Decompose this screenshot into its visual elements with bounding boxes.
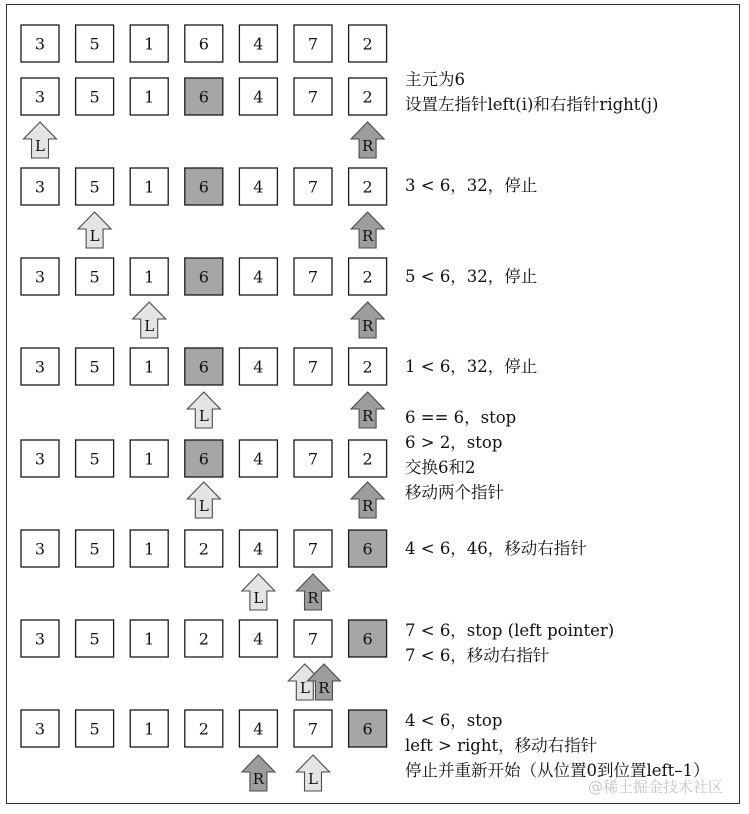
- cell-value: 7: [307, 87, 319, 107]
- cell-value: 3: [34, 449, 46, 469]
- array-row-1: [21, 25, 387, 62]
- cell-value: 7: [307, 177, 319, 197]
- cell-value: 4: [253, 267, 264, 287]
- cell-value: 4: [253, 34, 264, 54]
- cell-value: 7: [307, 267, 319, 287]
- cell-value: 6: [198, 449, 209, 469]
- cell-value: 5: [89, 177, 100, 197]
- pointer-label: R: [361, 407, 374, 425]
- cell-value: 7: [307, 449, 319, 469]
- cell-value: 6: [198, 34, 209, 54]
- pointer-label: L: [35, 137, 45, 155]
- cell-value: 3: [34, 267, 46, 287]
- left-pointer-arrow: [133, 302, 166, 338]
- pointer-label: R: [318, 679, 330, 697]
- cell-value: 6: [198, 357, 209, 377]
- cell-value: 4: [253, 87, 264, 107]
- cell-value: 7: [307, 34, 319, 54]
- note-2: [405, 173, 537, 198]
- cell-value: 6: [362, 539, 373, 559]
- left-pointer-arrow: [187, 392, 220, 428]
- right-pointer-arrow: [242, 755, 275, 791]
- cell-value: 2: [362, 449, 373, 469]
- note-8-line-3: 停止并重新开始（从位置0到位置left–1）: [405, 761, 710, 780]
- cell-value: 2: [198, 719, 209, 739]
- pointer-label: L: [253, 589, 264, 607]
- pointer-label: L: [144, 317, 155, 335]
- note-7-line-1: 7 < 6，stop (left pointer): [405, 621, 615, 640]
- cell-value: 2: [198, 539, 209, 559]
- cell-value: 5: [89, 629, 100, 649]
- cell-value: 5: [89, 719, 100, 739]
- cell-value: 6: [198, 87, 209, 107]
- left-pointer-arrow: [187, 482, 220, 518]
- note-8-line-2: left > right，移动右指针: [405, 736, 598, 755]
- cell-value: 3: [34, 34, 46, 54]
- note-8: [405, 708, 710, 783]
- note-6-line-1: 4 < 6，46，移动右指针: [405, 539, 587, 558]
- cell-value: 6: [362, 629, 373, 649]
- pointer-label: R: [361, 497, 374, 515]
- watermark: @稀土掘金技术社区: [588, 778, 724, 796]
- cell-value: 2: [362, 267, 373, 287]
- pointer-label: L: [299, 679, 310, 697]
- cell-value: 5: [89, 87, 100, 107]
- pointer-label: R: [252, 770, 265, 788]
- cell-value: 7: [307, 629, 319, 649]
- right-pointer-arrow: [351, 122, 384, 158]
- cell-value: 4: [253, 719, 264, 739]
- cell-value: 1: [144, 719, 155, 739]
- cell-value: 3: [34, 539, 46, 559]
- left-pointer-arrow: [242, 574, 275, 610]
- array-row-3: [21, 168, 387, 205]
- cell-value: 4: [253, 177, 264, 197]
- array-row-4: [21, 258, 387, 295]
- pointer-label: L: [198, 407, 209, 425]
- note-1: [405, 67, 658, 117]
- cell-value: 7: [307, 539, 319, 559]
- cell-value: 2: [362, 357, 373, 377]
- note-6: [405, 536, 587, 561]
- cell-value: 2: [362, 34, 373, 54]
- note-5-line-4: 移动两个指针: [405, 483, 504, 502]
- left-pointer-arrow: [78, 212, 111, 248]
- pointer-label: L: [89, 227, 100, 245]
- cell-value: 5: [89, 34, 100, 54]
- cell-value: 3: [34, 629, 46, 649]
- note-1-line-2: 设置左指针left(i)和右指针right(j): [405, 95, 659, 114]
- array-row-7: [21, 530, 387, 567]
- cell-value: 7: [307, 357, 319, 377]
- cell-value: 2: [362, 177, 373, 197]
- note-5: [405, 405, 516, 505]
- right-pointer-arrow: [351, 482, 384, 518]
- pointer-label: R: [361, 137, 374, 155]
- pointer-label: R: [361, 317, 374, 335]
- left-pointer-arrow: [24, 122, 57, 158]
- cell-value: 4: [253, 539, 264, 559]
- array-row-8: [21, 620, 387, 657]
- cell-value: 4: [253, 629, 264, 649]
- array-row-5: [21, 348, 387, 385]
- note-5-line-1: 6 == 6，stop: [405, 408, 517, 427]
- right-pointer-arrow: [297, 574, 330, 610]
- cell-value: 3: [34, 177, 46, 197]
- cell-value: 1: [144, 449, 155, 469]
- pointer-label: L: [198, 497, 209, 515]
- note-7: [405, 618, 614, 668]
- cell-value: 3: [34, 357, 46, 377]
- array-row-2: [21, 78, 387, 115]
- note-1-line-1: 主元为6: [405, 70, 465, 89]
- pointer-label: L: [308, 770, 318, 788]
- left-pointer-arrow: [297, 755, 330, 791]
- cell-value: 1: [144, 34, 155, 54]
- cell-value: 2: [362, 87, 373, 107]
- right-pointer-arrow: [351, 392, 384, 428]
- cell-value: 1: [144, 267, 155, 287]
- note-4-line-1: 1 < 6，32，停止: [405, 357, 538, 376]
- cell-value: 1: [144, 539, 155, 559]
- cell-value: 4: [253, 357, 264, 377]
- cell-value: 5: [89, 267, 100, 287]
- note-5-line-2: 6 > 2，stop: [405, 433, 503, 452]
- cell-value: 5: [89, 449, 100, 469]
- array-row-9: [21, 710, 387, 747]
- cell-value: 4: [253, 449, 264, 469]
- note-2-line-1: 3 < 6，32，停止: [405, 176, 538, 195]
- right-pointer-arrow: [351, 212, 384, 248]
- cell-value: 3: [34, 87, 46, 107]
- cell-value: 5: [89, 357, 100, 377]
- cell-value: 6: [362, 719, 373, 739]
- cell-value: 6: [198, 267, 209, 287]
- right-pointer-arrow: [351, 302, 384, 338]
- cell-value: 2: [198, 629, 209, 649]
- cell-value: 1: [144, 357, 155, 377]
- note-8-line-1: 4 < 6，stop: [405, 711, 503, 730]
- note-4: [405, 354, 537, 379]
- array-row-6: [21, 440, 387, 477]
- note-5-line-3: 交换6和2: [405, 458, 476, 477]
- cell-value: 3: [34, 719, 46, 739]
- cell-value: 5: [89, 539, 100, 559]
- pointer-label: R: [307, 589, 319, 607]
- cell-value: 6: [198, 177, 209, 197]
- pointer-label: R: [361, 227, 374, 245]
- note-3-line-1: 5 < 6，32，停止: [405, 267, 538, 286]
- note-7-line-2: 7 < 6，移动右指针: [405, 646, 550, 665]
- note-3: [405, 264, 537, 289]
- cell-value: 1: [144, 177, 155, 197]
- cell-value: 1: [144, 87, 155, 107]
- cell-value: 7: [307, 719, 319, 739]
- cell-value: 1: [144, 629, 155, 649]
